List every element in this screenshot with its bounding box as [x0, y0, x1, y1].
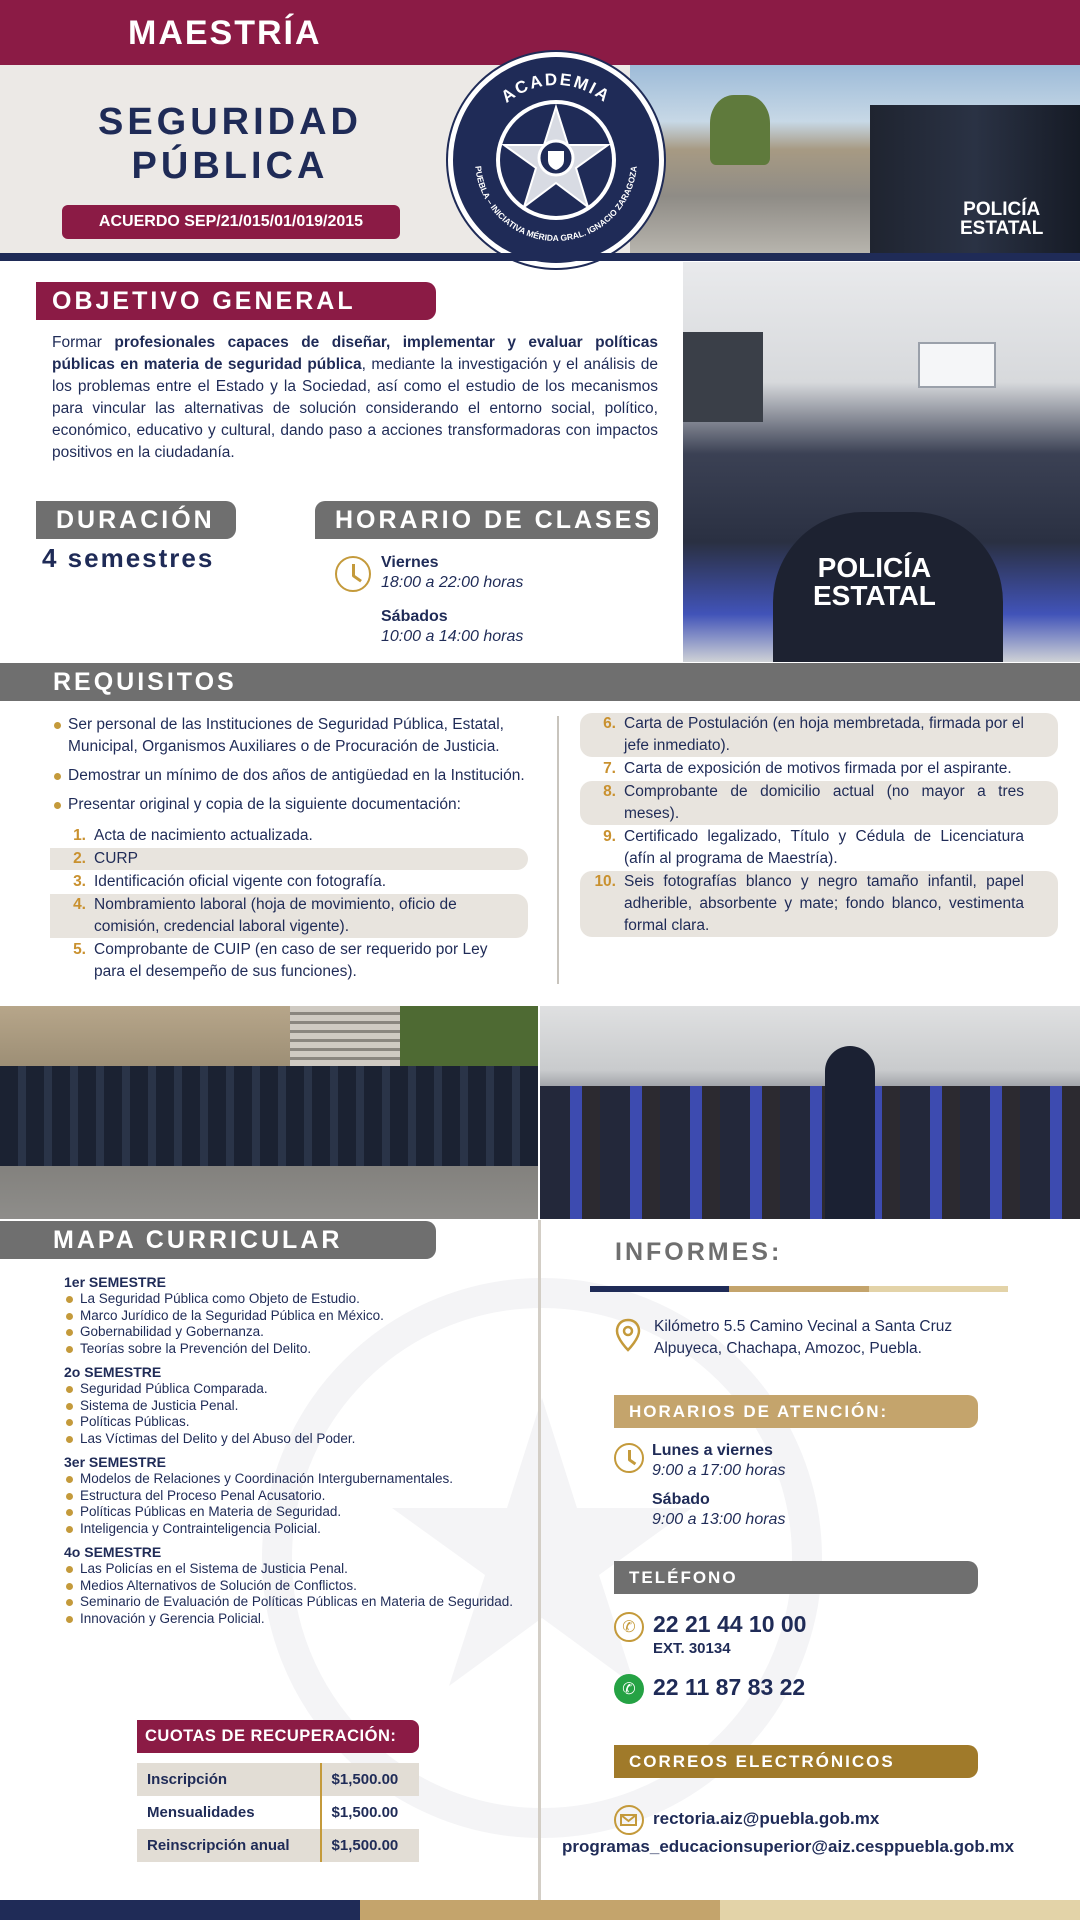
- correos-title-bar: [614, 1745, 978, 1778]
- fee-amount: $1,500.00: [331, 1771, 399, 1788]
- doc-item: [580, 871, 1058, 937]
- fee-amount: $1,500.00: [331, 1804, 399, 1821]
- fee-concept: Inscripción: [137, 1763, 321, 1796]
- clock-icon-2: [614, 1443, 644, 1473]
- doc-number: 3.: [73, 873, 86, 890]
- photo-formation: [0, 1066, 538, 1166]
- classroom-jacket-1: POLICÍA: [817, 552, 932, 583]
- seal-top-text: ACADEMIA: [497, 69, 615, 107]
- photo-students: [540, 1086, 1080, 1219]
- mapa-title-bar: [0, 1221, 436, 1259]
- docs-left: [50, 825, 528, 983]
- program-name-line1: SEGURIDAD: [97, 101, 363, 143]
- doc-item: [580, 758, 1058, 780]
- mapa-title: MAPA CURRICULAR: [53, 1225, 343, 1254]
- horario-time1: 18:00 a 22:00 horas: [381, 574, 524, 591]
- atencion-day1: Lunes a viernes: [652, 1442, 773, 1459]
- seal-bottom-text: PUEBLA – INICIATIVA MÉRIDA GRAL. IGNACIO ZARAGOZA: [473, 165, 639, 244]
- doc-text: Carta de exposición de motivos firmada por el aspirante.: [624, 760, 1012, 777]
- semester-title: 3er SEMESTRE: [64, 1454, 166, 1470]
- doc-item: [580, 713, 1058, 757]
- clock-icon: [335, 556, 371, 592]
- bottom-divider: [538, 1220, 541, 1900]
- subject-item: Las Víctimas del Delito y del Abuso del Poder.: [64, 1431, 526, 1448]
- mail-icon: [614, 1805, 644, 1835]
- seal-svg: [453, 57, 659, 263]
- doc-text: Comprobante de domicilio actual (no mayor a tres meses).: [624, 783, 1024, 822]
- address: Kilómetro 5.5 Camino Vecinal a Santa Cruz Alpuyeca, Chachapa, Amozoc, Puebla.: [654, 1318, 953, 1357]
- doc-text: Carta de Postulación (en hoja membretada, firmada por el jefe inmediato).: [624, 715, 1024, 754]
- requisito-bullet: Presentar original y copia de la siguiente documentación:: [52, 794, 532, 816]
- header-photo: [630, 65, 1080, 253]
- requisitos-title: REQUISITOS: [53, 667, 237, 696]
- location-pin-icon: [615, 1318, 641, 1352]
- subject-item: Gobernabilidad y Gobernanza.: [64, 1324, 526, 1341]
- duracion-value: 4 semestres: [42, 543, 215, 573]
- semester-block: [64, 1543, 526, 1627]
- telefono-title-bar: [614, 1561, 978, 1594]
- objetivo-paragraph: [52, 332, 658, 464]
- phone-number[interactable]: 22 21 44 10 00: [653, 1611, 807, 1637]
- requisito-bullet: Ser personal de las Instituciones de Seguridad Pública, Estatal, Municipal, Organismos Auxiliares o de Procuración de Justicia.: [52, 714, 532, 758]
- semester-title: 4o SEMESTRE: [64, 1544, 162, 1560]
- phone-icon: ✆: [614, 1612, 644, 1642]
- whatsapp-icon: ✆: [614, 1674, 644, 1704]
- atencion-title-bar: [614, 1395, 978, 1428]
- phone-ext: EXT. 30134: [653, 1640, 731, 1657]
- subject-item: Inteligencia y Contrainteligencia Policial.: [64, 1521, 526, 1538]
- atencion-time1: 9:00 a 17:00 horas: [652, 1462, 786, 1479]
- subject-item: Modelos de Relaciones y Coordinación Intergubernamentales.: [64, 1471, 526, 1488]
- subject-item: Sistema de Justicia Penal.: [64, 1398, 526, 1415]
- subject-item: Políticas Públicas.: [64, 1414, 526, 1431]
- objetivo-title-bar: [36, 282, 436, 320]
- doc-text: CURP: [94, 850, 138, 867]
- atencion-block: [652, 1441, 785, 1530]
- telefono-title: TELÉFONO: [629, 1567, 738, 1587]
- atencion-title: HORARIOS DE ATENCIÓN:: [629, 1401, 889, 1421]
- semester-block: [64, 1453, 526, 1537]
- duracion-title-bar: [36, 501, 236, 539]
- jacket-text-1: POLICÍA: [963, 199, 1041, 220]
- classroom-jacket-2: ESTATAL: [813, 580, 936, 611]
- email-1[interactable]: rectoria.aiz@puebla.gob.mx: [653, 1809, 880, 1828]
- academy-seal: [448, 52, 664, 268]
- semester-items: [64, 1381, 526, 1447]
- agreement-badge: [62, 205, 400, 239]
- subject-item: Medios Alternativos de Solución de Conflictos.: [64, 1578, 526, 1595]
- doc-text: Acta de nacimiento actualizada.: [94, 827, 313, 844]
- fee-concept: Reinscripción anual: [137, 1829, 321, 1862]
- subject-item: Estructura del Proceso Penal Acusatorio.: [64, 1488, 526, 1505]
- doc-number: 10.: [594, 873, 616, 890]
- cuotas-title: CUOTAS DE RECUPERACIÓN:: [145, 1727, 397, 1745]
- semester-items: [64, 1471, 526, 1537]
- doc-item: [50, 939, 528, 983]
- subject-item: Seminario de Evaluación de Políticas Públicas en Materia de Seguridad.: [64, 1594, 526, 1611]
- email-2[interactable]: programas_educacionsuperior@aiz.cesppuebla.gob.mx: [562, 1837, 1015, 1856]
- jacket-text: [960, 200, 1043, 238]
- photo-trees: [710, 95, 770, 165]
- horario-title: HORARIO DE CLASES: [335, 505, 655, 534]
- informes-rule: [590, 1286, 1008, 1292]
- doc-number: 9.: [603, 828, 616, 845]
- semester-items: [64, 1561, 526, 1627]
- cuotas-title-bar: [137, 1720, 419, 1753]
- formation-photo: [0, 1006, 538, 1219]
- informes-title: INFORMES:: [615, 1238, 783, 1266]
- horario-day1: Viernes: [381, 554, 439, 571]
- cuotas-table: [137, 1763, 419, 1862]
- objetivo-intro: Formar: [52, 334, 115, 351]
- requisito-bullet: Demostrar un mínimo de dos años de antigüedad en la Institución.: [52, 765, 532, 787]
- objetivo-bold: profesionales capaces de diseñar, implementar y evaluar políticas públicas en materia de seguridad pública: [52, 334, 658, 373]
- requisitos-bullets: [52, 714, 532, 816]
- jacket-text-2: ESTATAL: [960, 218, 1044, 239]
- doc-item: [50, 894, 528, 938]
- doc-number: 8.: [603, 783, 616, 800]
- fee-row: [137, 1763, 419, 1796]
- program-name: [0, 100, 460, 188]
- doc-item: [580, 781, 1058, 825]
- subject-item: La Seguridad Pública como Objeto de Estudio.: [64, 1291, 526, 1308]
- horario-block: [381, 553, 523, 647]
- subject-item: Las Policías en el Sistema de Justicia Penal.: [64, 1561, 526, 1578]
- fee-row: [137, 1829, 419, 1862]
- header-divider: [0, 253, 1080, 261]
- doc-item: [50, 871, 528, 893]
- semester-title: 2o SEMESTRE: [64, 1364, 162, 1380]
- objetivo-title: OBJETIVO GENERAL: [52, 286, 356, 315]
- photo-stairs: [290, 1006, 400, 1066]
- semester-block: [64, 1273, 526, 1357]
- semester-title: 1er SEMESTRE: [64, 1274, 166, 1290]
- lecture-photo: [540, 1006, 1080, 1219]
- semester-items: [64, 1291, 526, 1357]
- fee-amount: $1,500.00: [331, 1837, 399, 1854]
- whatsapp-number[interactable]: 22 11 87 83 22: [653, 1674, 806, 1700]
- classroom-photo: [683, 262, 1080, 662]
- doc-number: 7.: [603, 760, 616, 777]
- agreement-text: ACUERDO SEP/21/015/01/019/2015: [98, 213, 364, 230]
- doc-item: [50, 848, 528, 870]
- docs-right: [580, 713, 1058, 937]
- atencion-time2: 9:00 a 13:00 horas: [652, 1511, 786, 1528]
- doc-item: [50, 825, 528, 847]
- doc-text: Comprobante de CUIP (en caso de ser requerido por Ley para el desempeño de sus funciones).: [94, 941, 488, 980]
- photo-speaker: [825, 1046, 875, 1219]
- program-type: MAESTRÍA: [128, 14, 322, 52]
- objetivo-rest: , mediante la investigación y el análisis de los problemas entre el Estado y la Sociedad, así como el estudio de los mecanismos para vincular las alternativas de solución considerando el entorno social, político, económico, educativo y cultural, dando paso a acciones transformadoras con impactos positivos en la ciudadanía.: [52, 356, 659, 461]
- subject-item: Innovación y Gerencia Policial.: [64, 1611, 526, 1628]
- subject-item: Marco Jurídico de la Seguridad Pública en México.: [64, 1308, 526, 1325]
- photo-window: [683, 332, 763, 422]
- doc-text: Identificación oficial vigente con fotografía.: [94, 873, 387, 890]
- semester-block: [64, 1363, 526, 1447]
- duracion-title: DURACIÓN: [56, 505, 215, 534]
- correos-title: CORREOS ELECTRÓNICOS: [629, 1751, 895, 1771]
- subject-item: Políticas Públicas en Materia de Seguridad.: [64, 1504, 526, 1521]
- subject-item: Seguridad Pública Comparada.: [64, 1381, 526, 1398]
- doc-number: 2.: [73, 850, 86, 867]
- requisitos-band: [0, 663, 1080, 701]
- photo-screen: [918, 342, 996, 388]
- classroom-jacket-text: [813, 554, 936, 610]
- fee-row: [137, 1796, 419, 1829]
- horario-title-bar: [315, 501, 658, 539]
- doc-number: 1.: [73, 827, 86, 844]
- horario-time2: 10:00 a 14:00 horas: [381, 628, 524, 645]
- fee-concept: Mensualidades: [137, 1796, 321, 1829]
- footer-stripe: [0, 1900, 1080, 1920]
- subject-item: Teorías sobre la Prevención del Delito.: [64, 1341, 526, 1358]
- doc-text: Seis fotografías blanco y negro tamaño infantil, papel adherible, absorbente y mate; fondo blanco, vestimenta formal clara.: [624, 873, 1024, 934]
- doc-item: [580, 826, 1058, 870]
- doc-number: 6.: [603, 715, 616, 732]
- horario-day2: Sábados: [381, 608, 448, 625]
- requisitos-divider: [557, 716, 559, 984]
- doc-text: Nombramiento laboral (hoja de movimiento, oficio de comisión, credencial laboral vigente).: [94, 896, 457, 935]
- doc-text: Certificado legalizado, Título y Cédula de Licenciatura (afín al programa de Maestría).: [624, 828, 1024, 867]
- doc-number: 4.: [73, 896, 86, 913]
- atencion-day2: Sábado: [652, 1491, 710, 1508]
- doc-number: 5.: [73, 941, 86, 958]
- mapa-list: [64, 1273, 526, 1627]
- program-name-line2: PÚBLICA: [131, 145, 329, 187]
